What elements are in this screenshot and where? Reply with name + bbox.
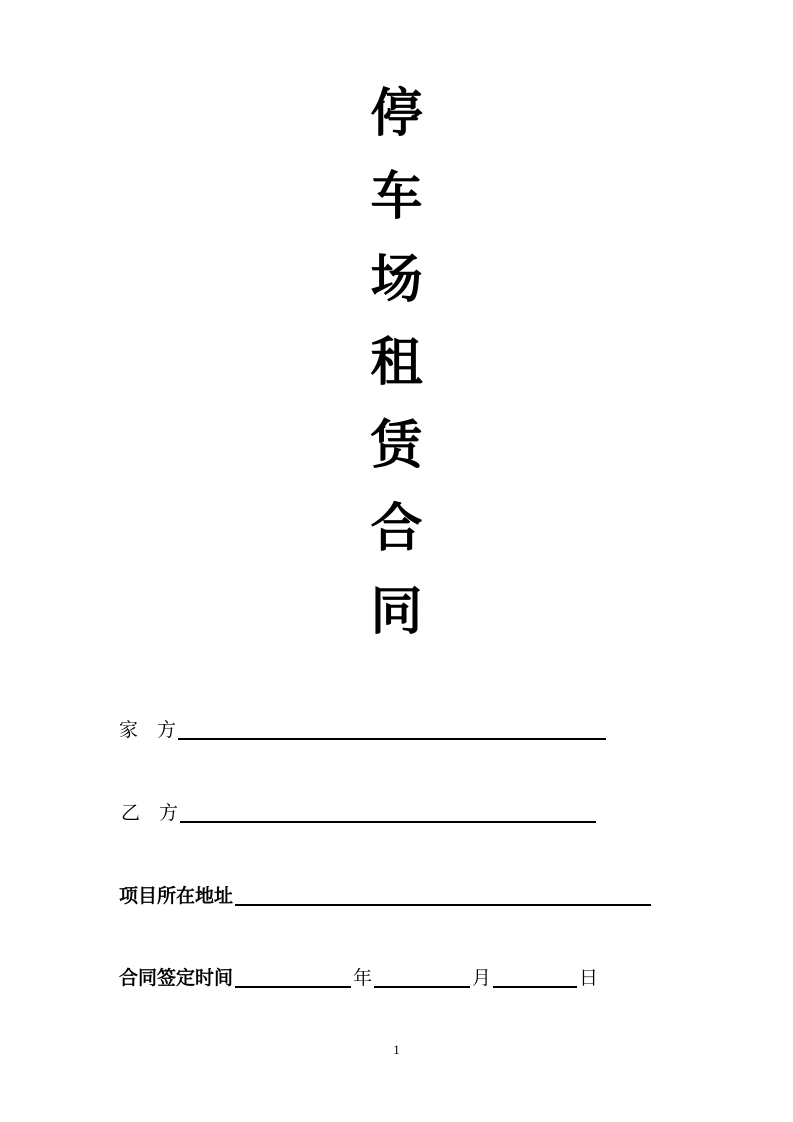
party-a-blank-line[interactable] [178, 716, 606, 740]
project-address-field [119, 882, 651, 908]
title-char: 合 [370, 498, 423, 559]
month-blank-line[interactable] [374, 964, 470, 988]
contract-date-label: 合同签定时间 [119, 967, 234, 989]
year-blank-line[interactable] [235, 964, 351, 988]
title-char: 同 [370, 581, 423, 642]
party-a-field [119, 716, 606, 742]
page-number: 1 [393, 1042, 400, 1057]
day-blank-line[interactable] [493, 964, 577, 988]
title-char: 车 [370, 166, 423, 227]
contract-date-field [119, 964, 600, 990]
project-address-label: 项目所在地址 [119, 885, 234, 907]
title-char: 场 [370, 249, 423, 310]
day-unit: 日 [579, 967, 599, 989]
project-address-blank-line[interactable] [235, 882, 651, 906]
party-a-label: 家 方 [119, 719, 177, 741]
party-b-label: 乙 方 [121, 802, 179, 824]
party-b-blank-line[interactable] [180, 799, 596, 823]
title-char: 停 [370, 83, 423, 144]
title-char: 赁 [370, 415, 423, 476]
month-unit: 月 [472, 967, 492, 989]
party-b-field [121, 799, 596, 825]
year-unit: 年 [353, 967, 373, 989]
title-char: 租 [370, 332, 423, 393]
contract-title [0, 72, 793, 653]
